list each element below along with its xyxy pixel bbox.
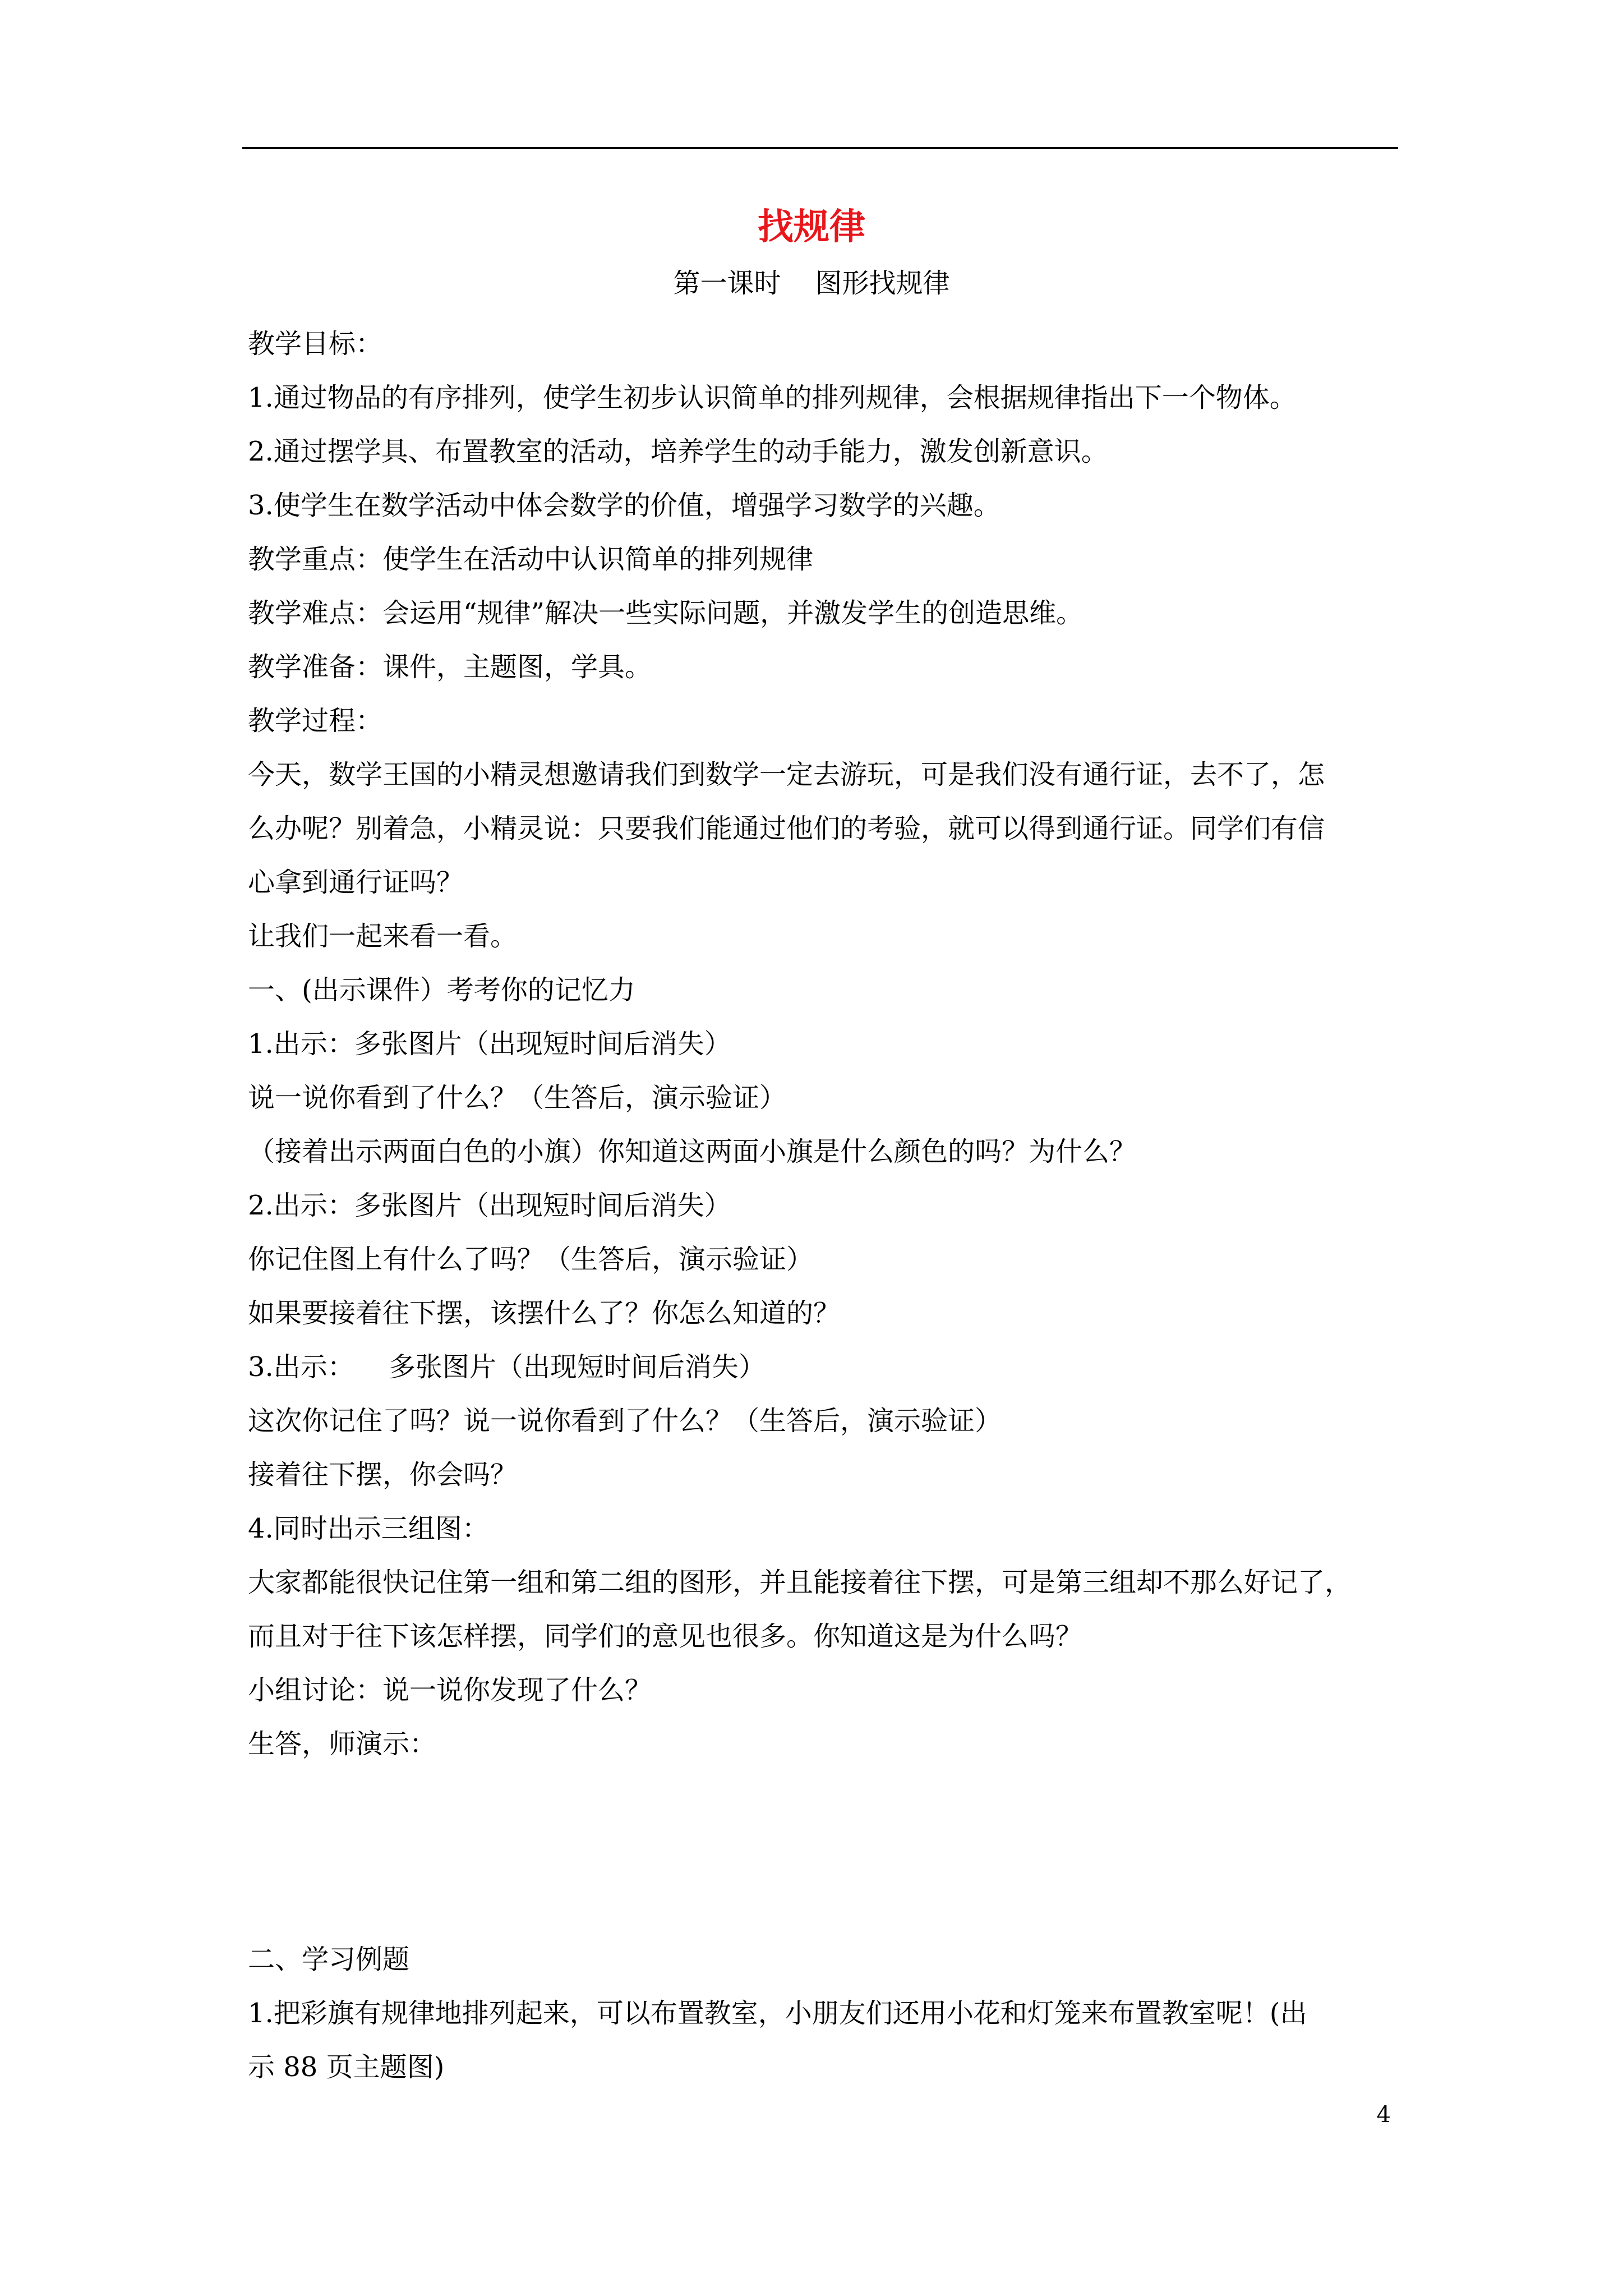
document-body bbox=[248, 317, 1398, 2094]
body-line: 接着往下摆，你会吗？ bbox=[248, 1459, 518, 1490]
body-line: 让我们一起来看一看。 bbox=[248, 921, 518, 952]
body-line: 今天，数学王国的小精灵想邀请我们到数学一定去游玩，可是我们没有通行证，去不了，怎 bbox=[248, 759, 1325, 790]
body-line: 1.出示：多张图片（出现短时间后消失） bbox=[248, 1028, 731, 1060]
body-line: 2.出示：多张图片（出现短时间后消失） bbox=[248, 1190, 731, 1221]
body-line: 心拿到通行证吗？ bbox=[248, 867, 464, 898]
body-line: 1.通过物品的有序排列，使学生初步认识简单的排列规律，会根据规律指出下一个物体。 bbox=[248, 382, 1297, 413]
page-subtitle: 第一课时 图形找规律 bbox=[673, 268, 950, 299]
body-line: 说一说你看到了什么？（生答后，演示验证） bbox=[248, 1082, 787, 1114]
body-line: 示 88 页主题图) bbox=[248, 2051, 445, 2083]
page-number: 4 bbox=[1376, 2102, 1391, 2128]
body-line: 教学过程： bbox=[248, 705, 383, 737]
header-rule bbox=[242, 147, 1398, 149]
body-line: 教学重点：使学生在活动中认识简单的排列规律 bbox=[248, 544, 814, 575]
page-title: 找规律 bbox=[758, 206, 865, 248]
body-line: 3.出示： 多张图片（出现短时间后消失） bbox=[248, 1351, 766, 1383]
body-line: （接着出示两面白色的小旗）你知道这两面小旗是什么颜色的吗？为什么？ bbox=[248, 1136, 1137, 1167]
blank-space bbox=[248, 1825, 1398, 1879]
body-line: 生答，师演示： bbox=[248, 1728, 437, 1760]
body-line: 而且对于往下该怎样摆，同学们的意见也很多。你知道这是为什么吗？ bbox=[248, 1621, 1083, 1652]
body-line: 大家都能很快记住第一组和第二组的图形，并且能接着往下摆，可是第三组却不那么好记了， bbox=[248, 1567, 1352, 1598]
body-line: 3.使学生在数学活动中体会数学的价值，增强学习数学的兴趣。 bbox=[248, 490, 1000, 521]
body-line: 这次你记住了吗？说一说你看到了什么？（生答后，演示验证） bbox=[248, 1405, 1002, 1437]
body-line: 如果要接着往下摆，该摆什么了？你怎么知道的？ bbox=[248, 1297, 841, 1329]
body-line: 一、(出示课件）考考你的记忆力 bbox=[248, 974, 635, 1006]
body-line: 你记住图上有什么了吗？（生答后，演示验证） bbox=[248, 1244, 814, 1275]
blank-space bbox=[248, 1771, 1398, 1825]
body-line: 教学目标： bbox=[248, 328, 383, 360]
body-line: 4.同时出示三组图： bbox=[248, 1513, 489, 1544]
body-line: 1.把彩旗有规律地排列起来，可以布置教室，小朋友们还用小花和灯笼来布置教室呢！(出 bbox=[248, 1998, 1307, 2029]
body-line: 教学难点：会运用“规律”解决一些实际问题，并激发学生的创造思维。 bbox=[248, 597, 1083, 629]
body-line: 么办呢？别着急，小精灵说：只要我们能通过他们的考验，就可以得到通行证。同学们有信 bbox=[248, 813, 1325, 844]
section-heading: 二、学习例题 bbox=[248, 1944, 410, 1975]
body-line: 2.通过摆学具、布置教室的活动，培养学生的动手能力，激发创新意识。 bbox=[248, 436, 1108, 467]
blank-space bbox=[248, 1879, 1398, 1932]
body-line: 小组讨论：说一说你发现了什么？ bbox=[248, 1674, 652, 1706]
body-line: 教学准备：课件，主题图，学具。 bbox=[248, 651, 652, 683]
